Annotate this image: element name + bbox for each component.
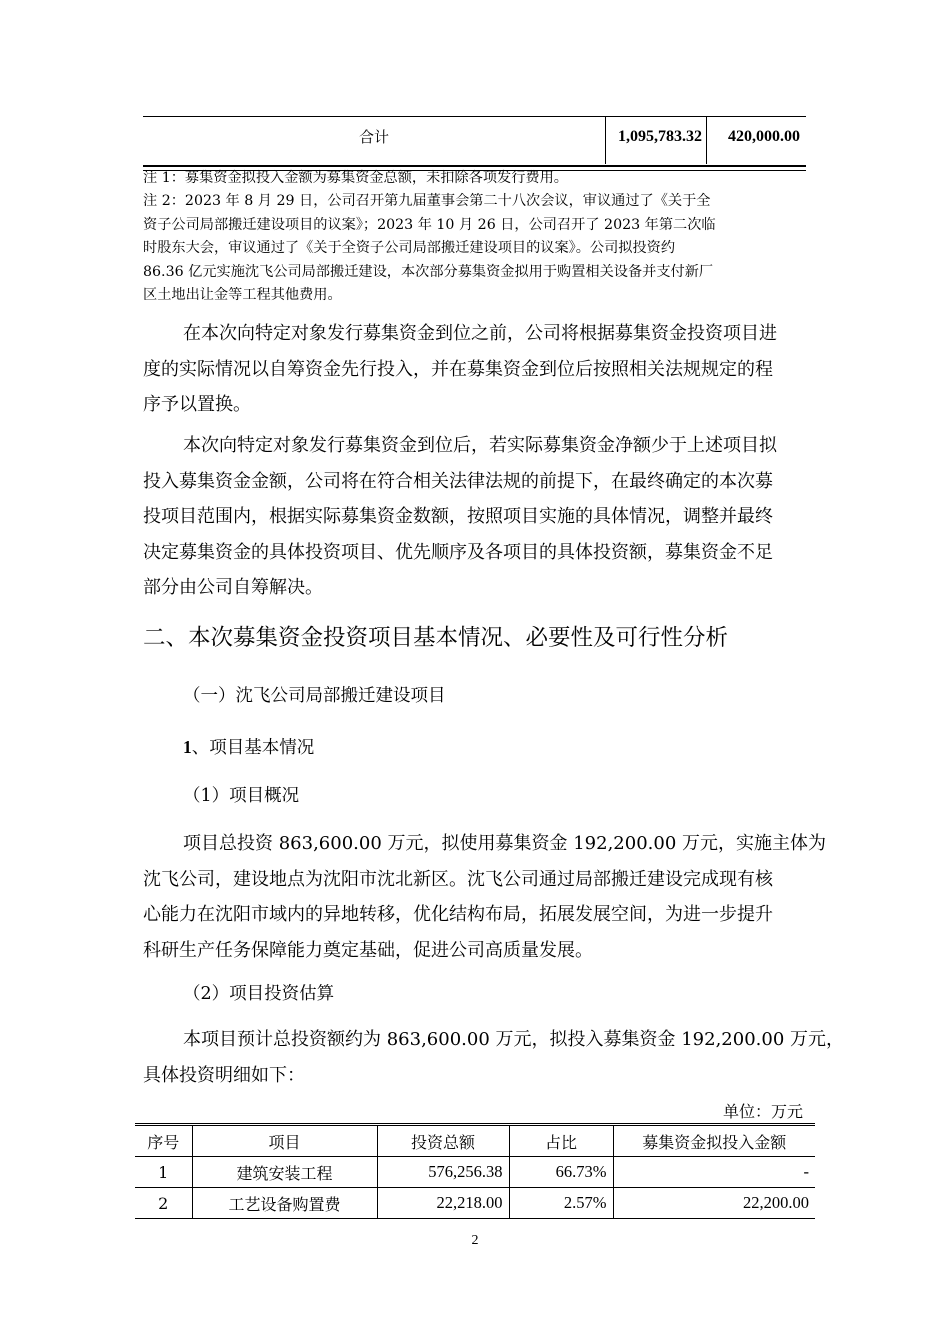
cell-item: 建筑安装工程 bbox=[192, 1157, 377, 1188]
paragraph-line: 沈飞公司，建设地点为沈阳市沈北新区。沈飞公司通过局部搬迁建设完成现有核 bbox=[143, 868, 773, 890]
cell-seq: 1 bbox=[135, 1157, 192, 1188]
table-row bbox=[135, 1188, 815, 1219]
cell-ratio: 2.57% bbox=[509, 1188, 613, 1219]
paragraph-line: 在本次向特定对象发行募集资金到位之前，公司将根据募集资金投资项目进 bbox=[183, 323, 777, 344]
item-heading-number: 1 bbox=[183, 737, 192, 757]
subitem-heading-overview: （1）项目概况 bbox=[183, 786, 300, 806]
subsection-heading: （一）沈飞公司局部搬迁建设项目 bbox=[183, 686, 446, 706]
cell-seq: 2 bbox=[135, 1188, 192, 1219]
paragraph-line: 投入募集资金金额，公司将在符合相关法律法规的前提下，在最终确定的本次募 bbox=[143, 470, 773, 492]
note-2-line: 注 2：2023 年 8 月 29 日，公司召开第九届董事会第二十八次会议，审议通过了《关于全 bbox=[143, 193, 711, 209]
header-seq: 序号 bbox=[135, 1125, 192, 1157]
paragraph-line: 项目总投资 863,600.00 万元，拟使用募集资金 192,200.00 万元，实施主体为 bbox=[183, 833, 827, 854]
header-item: 项目 bbox=[192, 1125, 377, 1157]
header-raised: 募集资金拟投入金额 bbox=[613, 1125, 815, 1157]
paragraph-funding-shortfall bbox=[143, 428, 823, 606]
paragraph-funding-advance bbox=[143, 316, 823, 423]
cell-total: 576,256.38 bbox=[377, 1157, 509, 1188]
table-header-row bbox=[135, 1125, 815, 1157]
paragraph-line: 序予以置换。 bbox=[143, 394, 251, 415]
note-2-line: 区土地出让金等工程其他费用。 bbox=[143, 287, 342, 303]
header-ratio: 占比 bbox=[509, 1125, 613, 1157]
table-row bbox=[135, 1157, 815, 1188]
paragraph-line: 本次向特定对象发行募集资金到位后，若实际募集资金净额少于上述项目拟 bbox=[183, 435, 777, 456]
item-heading-text: 、项目基本情况 bbox=[191, 738, 315, 758]
cell-raised: 22,200.00 bbox=[613, 1188, 815, 1219]
paragraph-line: 心能力在沈阳市域内的异地转移，优化结构布局，拓展发展空间，为进一步提升 bbox=[143, 904, 773, 925]
note-2-line: 时股东大会，审议通过了《关于全资子公司局部搬迁建设项目的议案》。公司拟投资约 bbox=[143, 240, 676, 256]
note-2-line: 资子公司局部搬迁建设项目的议案》；2023 年 10 月 26 日，公司召开了 2023 年第二次临 bbox=[143, 216, 716, 233]
cell-raised: - bbox=[613, 1157, 815, 1188]
paragraph-line: 本项目预计总投资额约为 863,600.00 万元，拟投入募集资金 192,200.00 万元， bbox=[183, 1029, 845, 1050]
subitem-heading-estimate: （2）项目投资估算 bbox=[183, 984, 335, 1004]
paragraph-investment-estimate bbox=[143, 1022, 845, 1093]
cell-total: 22,218.00 bbox=[377, 1188, 509, 1219]
paragraph-line: 决定募集资金的具体投资项目、优先顺序及各项目的具体投资额，募集资金不足 bbox=[143, 541, 773, 563]
table-unit-label: 单位：万元 bbox=[723, 1102, 804, 1121]
paragraph-line: 科研生产任务保障能力奠定基础，促进公司高质量发展。 bbox=[143, 939, 593, 961]
note-1: 注 1：募集资金拟投入金额为募集资金总额，未扣除各项发行费用。 bbox=[143, 170, 568, 186]
paragraph-line: 投项目范围内，根据实际募集资金数额，按照项目实施的具体情况，调整并最终 bbox=[143, 506, 773, 527]
note-2-line: 86.36 亿元实施沈飞公司局部搬迁建设，本次部分募集资金拟用于购置相关设备并支付新厂 bbox=[143, 263, 714, 280]
summary-raised-funds: 420,000.00 bbox=[728, 128, 800, 145]
page-number: 2 bbox=[471, 1233, 479, 1248]
summary-total-investment: 1,095,783.32 bbox=[605, 117, 707, 164]
summary-table bbox=[143, 116, 806, 165]
investment-table bbox=[135, 1123, 815, 1219]
cell-ratio: 66.73% bbox=[509, 1157, 613, 1188]
section-heading: 二、本次募集资金投资项目基本情况、必要性及可行性分析 bbox=[143, 625, 729, 651]
header-total: 投资总额 bbox=[377, 1125, 509, 1157]
paragraph-line: 具体投资明细如下： bbox=[143, 1064, 305, 1086]
paragraph-line: 部分由公司自筹解决。 bbox=[143, 577, 323, 598]
note-2 bbox=[143, 190, 808, 308]
paragraph-project-overview bbox=[143, 826, 827, 968]
cell-item: 工艺设备购置费 bbox=[192, 1188, 377, 1219]
summary-total-label: 合计 bbox=[358, 128, 389, 146]
paragraph-line: 度的实际情况以自筹资金先行投入，并在募集资金到位后按照相关法规规定的程 bbox=[143, 358, 773, 380]
item-heading bbox=[183, 734, 314, 759]
